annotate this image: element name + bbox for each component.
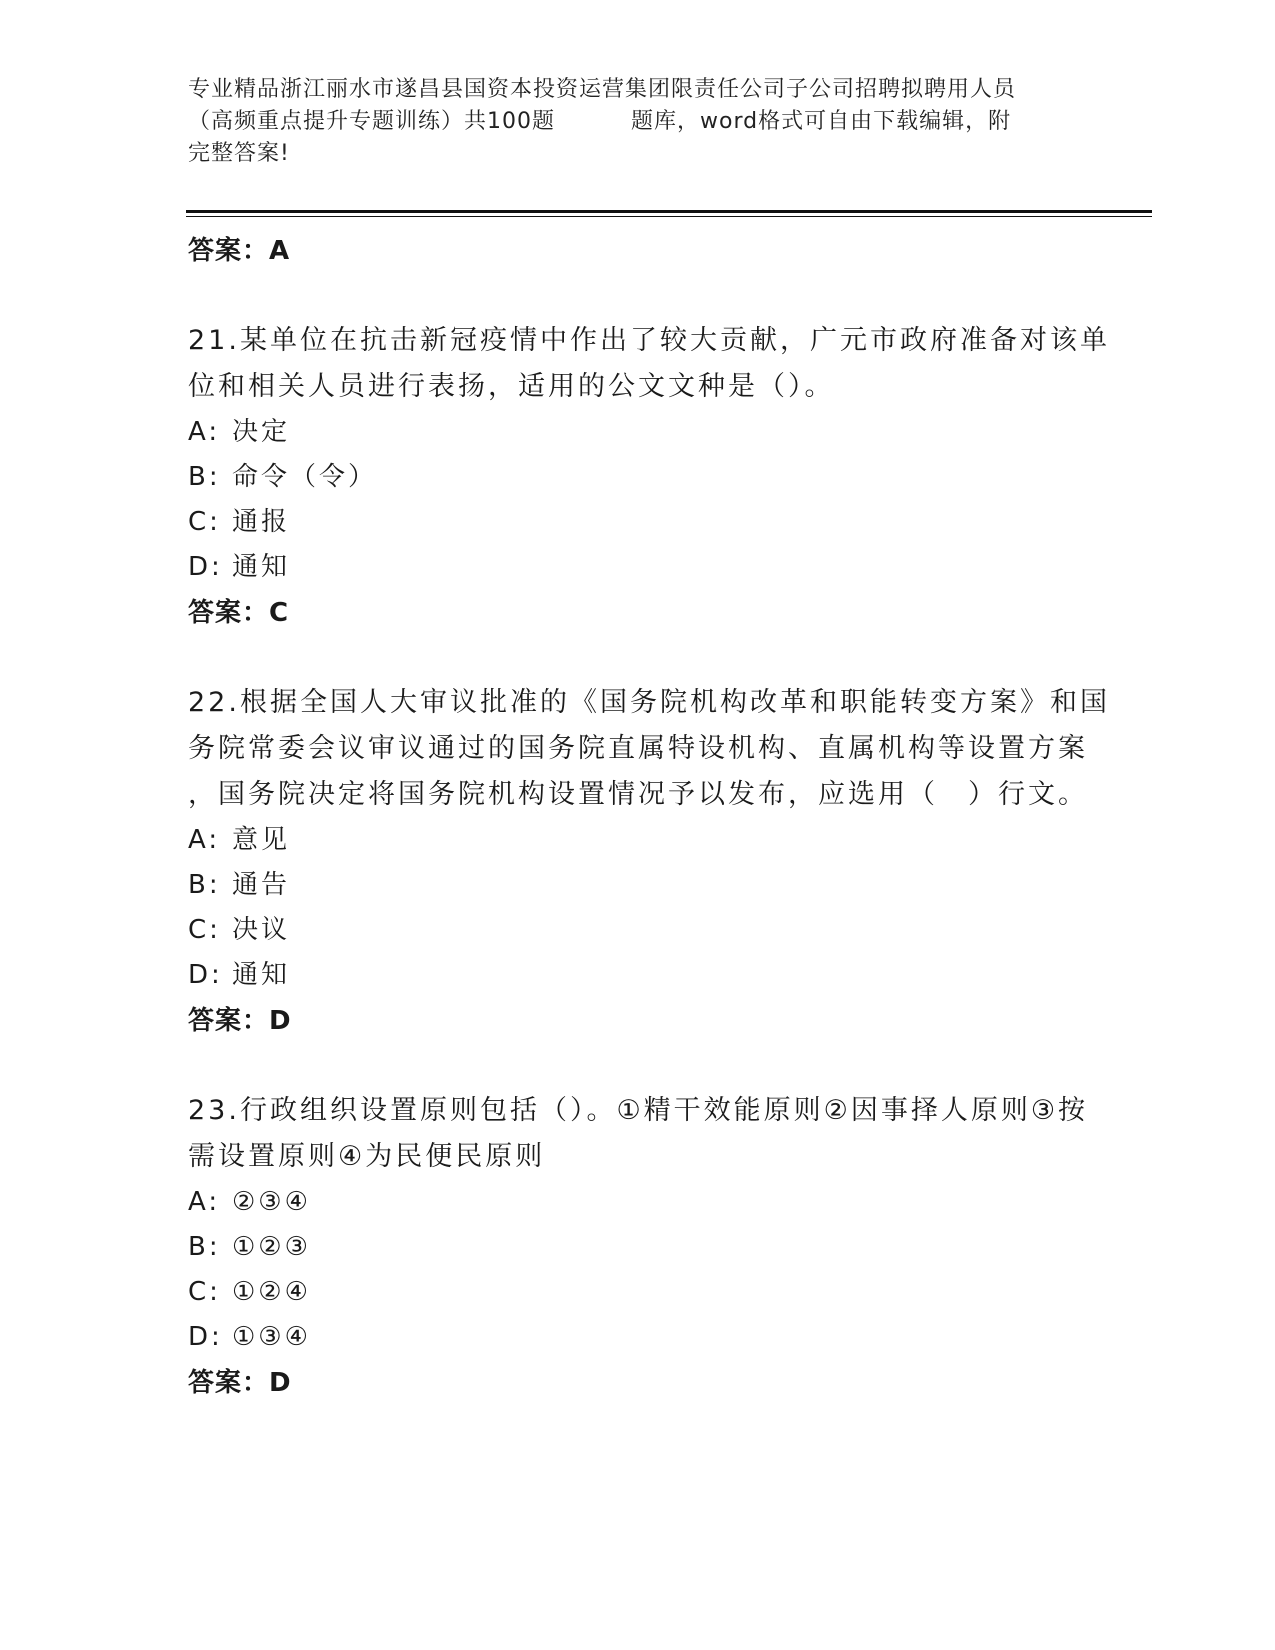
option-a: [188, 818, 1088, 863]
option-text: 意见: [232, 825, 291, 855]
question-line: ，国务院决定将国务院机构设置情况予以发布，应选用（ ）行文。: [188, 779, 1088, 810]
question-line: 务院常委会议审议通过的国务院直属特设机构、直属机构等设置方案: [188, 733, 1088, 764]
option-letter: D:: [188, 1322, 223, 1352]
option-text: 通告: [232, 870, 291, 900]
question-21: [188, 318, 1110, 636]
option-letter: B:: [188, 1232, 221, 1262]
option-a: [188, 1180, 1088, 1225]
question-text: [188, 680, 1110, 818]
option-text: ②③④: [232, 1187, 311, 1217]
option-text: ①③④: [232, 1322, 311, 1352]
header-rule-thin: [186, 216, 1152, 217]
question-23: [188, 1088, 1088, 1406]
option-letter: A:: [188, 825, 221, 855]
option-text: 通报: [232, 507, 291, 537]
answer-line: 答案：D: [188, 1368, 292, 1398]
option-b: [188, 455, 1088, 500]
prev-answer: 答案：A: [188, 236, 291, 266]
question-22: [188, 680, 1110, 1044]
option-letter: C:: [188, 915, 221, 945]
question-text: [188, 318, 1110, 410]
question-line: 位和相关人员进行表扬，适用的公文文种是（）。: [188, 371, 835, 402]
header-line-2: [188, 106, 1088, 138]
option-d: [188, 953, 1088, 998]
document-header: [188, 74, 1088, 170]
question-line: 22.根据全国人大审议批准的《国务院机构改革和职能转变方案》和国: [188, 687, 1110, 718]
question-list: [188, 220, 1110, 1406]
option-letter: A:: [188, 1187, 221, 1217]
option-letter: D:: [188, 552, 223, 582]
option-letter: B:: [188, 870, 221, 900]
question-text: [188, 1088, 1088, 1180]
question-line: 21.某单位在抗击新冠疫情中作出了较大贡献，广元市政府准备对该单: [188, 325, 1110, 356]
option-c: [188, 908, 1088, 953]
option-text: 命令（令）: [232, 462, 378, 492]
header-line-2b: 题库，word格式可自由下载编辑，附: [631, 109, 1012, 134]
header-line-2a: （高频重点提升专题训练）共100题: [188, 109, 555, 134]
option-text: 通知: [232, 552, 291, 582]
question-line: 23.行政组织设置原则包括（）。①精干效能原则②因事择人原则③按: [188, 1095, 1089, 1126]
option-text: 通知: [232, 960, 291, 990]
option-c: [188, 500, 1088, 545]
option-letter: D:: [188, 960, 223, 990]
option-b: [188, 1225, 1088, 1270]
option-text: ①②③: [232, 1232, 311, 1262]
header-line-1: 专业精品浙江丽水市遂昌县国资本投资运营集团限责任公司子公司招聘拟聘用人员: [188, 77, 1017, 102]
option-c: [188, 1270, 1088, 1315]
answer-line: 答案：C: [188, 598, 290, 628]
option-d: [188, 1315, 1088, 1360]
option-letter: C:: [188, 507, 221, 537]
header-rule-thick: [186, 210, 1152, 213]
option-letter: C:: [188, 1277, 221, 1307]
option-text: ①②④: [232, 1277, 311, 1307]
option-a: [188, 410, 1088, 455]
question-line: 需设置原则④为民便民原则: [188, 1141, 546, 1172]
option-b: [188, 863, 1088, 908]
option-letter: B:: [188, 462, 221, 492]
option-d: [188, 545, 1088, 590]
header-line-3: 完整答案!: [188, 141, 290, 166]
answer-line: 答案：D: [188, 1006, 292, 1036]
option-text: 决定: [232, 417, 291, 447]
option-text: 决议: [232, 915, 291, 945]
option-letter: A:: [188, 417, 221, 447]
